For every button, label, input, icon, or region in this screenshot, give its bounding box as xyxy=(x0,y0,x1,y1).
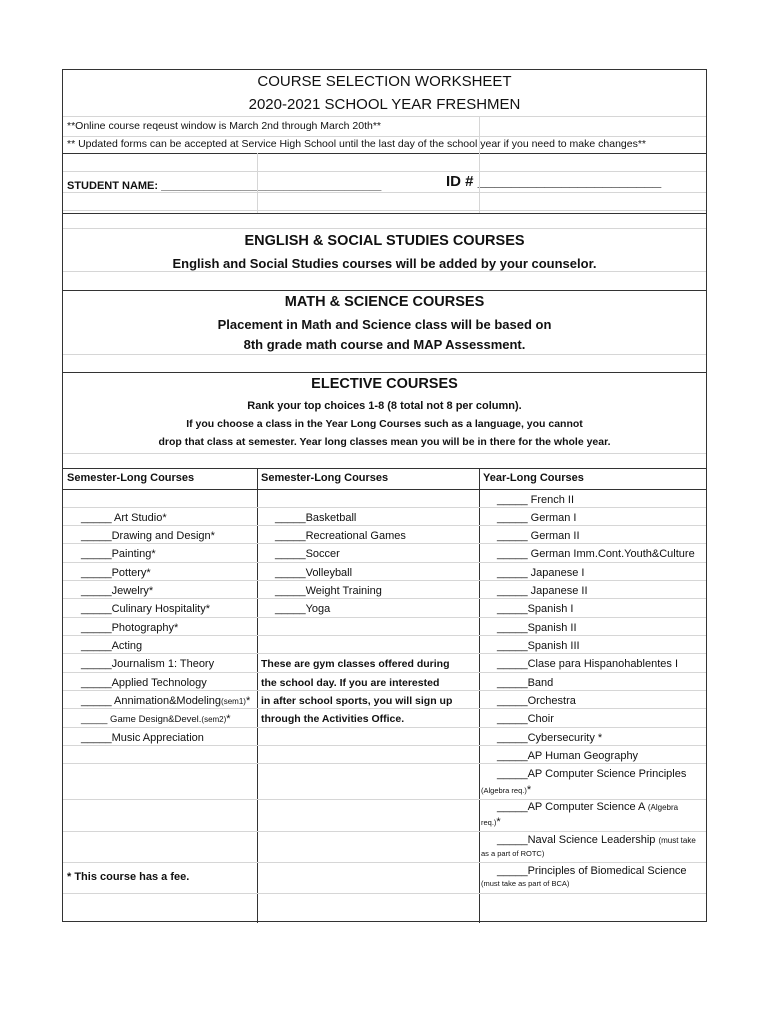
fee-note: * This course has a fee. xyxy=(67,871,190,883)
course-animation-label: _____ Annimation&Modeling xyxy=(81,695,222,707)
fee-star: * xyxy=(496,816,501,828)
course-ap-cs-a-note xyxy=(481,816,501,828)
col1-header: Semester-Long Courses xyxy=(67,472,195,484)
course-drawing-design[interactable]: _____Drawing and Design* xyxy=(81,530,215,542)
fee-star: * xyxy=(226,713,231,725)
course-german-1[interactable]: _____ German I xyxy=(497,512,577,524)
course-german-2[interactable]: _____ German II xyxy=(497,530,580,542)
gym-note-line4: through the Activities Office. xyxy=(261,713,405,725)
course-applied-tech[interactable]: _____Applied Technology xyxy=(81,677,207,689)
course-game-design[interactable] xyxy=(81,713,231,725)
algebra-req-note: (Algebra req.) xyxy=(481,786,527,795)
course-ap-cs-principles-note xyxy=(481,784,531,796)
math-text-line1: Placement in Math and Science class will be based on xyxy=(217,317,552,332)
worksheet-title: COURSE SELECTION WORKSHEET xyxy=(257,73,512,90)
course-naval-science[interactable] xyxy=(497,834,696,846)
course-acting[interactable]: _____Acting xyxy=(81,640,143,652)
course-weight-training[interactable]: _____Weight Training xyxy=(275,585,382,597)
course-band[interactable]: _____Band xyxy=(497,677,554,689)
req-note: req.) xyxy=(481,818,497,827)
note-online-window: **Online course reqeust window is March 2nd through March 20th** xyxy=(67,120,382,132)
student-id-field[interactable]: ID # ______________________ xyxy=(446,173,662,190)
course-jewelry[interactable]: _____Jewelry* xyxy=(81,585,154,597)
fee-star: * xyxy=(245,695,251,707)
rotc-note: (must take xyxy=(658,836,696,845)
algebra-req-note: (Algebra xyxy=(647,803,679,812)
course-spanish-1[interactable]: _____Spanish I xyxy=(497,603,574,615)
english-heading: ENGLISH & SOCIAL STUDIES COURSES xyxy=(244,233,525,249)
elective-line3: drop that class at semester. Year long classes mean you will be in there for the whole year. xyxy=(158,436,611,448)
course-german-imm[interactable]: _____ German Imm.Cont.Youth&Culture xyxy=(497,548,695,560)
elective-line1: Rank your top choices 1-8 (8 total not 8 per column). xyxy=(247,400,522,412)
course-ap-cs-principles[interactable]: _____AP Computer Science Principles xyxy=(497,768,687,780)
course-painting[interactable]: _____Painting* xyxy=(81,548,156,560)
course-recreational-games[interactable]: _____Recreational Games xyxy=(275,530,406,542)
course-naval-science-label: _____Naval Science Leadership xyxy=(497,834,656,846)
col2-header: Semester-Long Courses xyxy=(261,472,389,484)
course-biomedical-science[interactable]: _____Principles of Biomedical Science xyxy=(497,865,687,877)
gym-note-line1: These are gym classes offered during xyxy=(261,658,450,670)
course-orchestra[interactable]: _____Orchestra xyxy=(497,695,576,707)
course-animation[interactable] xyxy=(81,695,250,707)
fee-star: * xyxy=(526,784,532,796)
course-french-2[interactable]: _____ French II xyxy=(497,494,575,506)
student-name-field[interactable]: STUDENT NAME: ____________________________________ xyxy=(67,180,382,192)
course-basketball[interactable]: _____Basketball xyxy=(275,512,357,524)
course-animation-sem: (sem1) xyxy=(221,697,246,706)
gym-note-line2: the school day. If you are interested xyxy=(261,677,440,689)
course-choir[interactable]: _____Choir xyxy=(497,713,554,725)
bca-note: (must take as part of BCA) xyxy=(481,879,570,888)
math-heading: MATH & SCIENCE COURSES xyxy=(284,294,485,310)
english-text: English and Social Studies courses will be added by your counselor. xyxy=(172,256,597,271)
school-year-subtitle: 2020-2021 SCHOOL YEAR FRESHMEN xyxy=(248,96,521,113)
course-volleyball[interactable]: _____Volleyball xyxy=(275,567,353,579)
course-journalism[interactable]: _____Journalism 1: Theory xyxy=(81,658,215,670)
course-photography[interactable]: _____Photography* xyxy=(81,622,179,634)
elective-heading: ELECTIVE COURSES xyxy=(311,376,458,392)
course-ap-human-geography[interactable]: _____AP Human Geography xyxy=(497,750,639,762)
elective-line2: If you choose a class in the Year Long Courses such as a language, you cannot xyxy=(186,418,583,430)
course-yoga[interactable]: _____Yoga xyxy=(275,603,331,615)
course-spanish-3[interactable]: _____Spanish III xyxy=(497,640,580,652)
col3-header: Year-Long Courses xyxy=(483,472,584,484)
course-culinary[interactable]: _____Culinary Hospitality* xyxy=(81,603,211,615)
course-hispanohablantes[interactable]: _____Clase para Hispanohablentes I xyxy=(497,658,679,670)
course-ap-cs-a[interactable] xyxy=(497,801,678,813)
note-updated-forms: ** Updated forms can be accepted at Service High School until the last day of the school year if you need to make changes** xyxy=(67,138,647,150)
course-pottery[interactable]: _____Pottery* xyxy=(81,567,151,579)
course-game-design-sem: (sem2) xyxy=(201,715,227,724)
course-cybersecurity[interactable]: _____Cybersecurity * xyxy=(497,732,603,744)
course-japanese-1[interactable]: _____ Japanese I xyxy=(497,567,585,579)
rotc-note-line2: as a part of ROTC) xyxy=(481,849,545,858)
math-text-line2: 8th grade math course and MAP Assessment. xyxy=(243,337,526,352)
gym-note-line3: in after school sports, you will sign up xyxy=(261,695,453,707)
course-japanese-2[interactable]: _____ Japanese II xyxy=(497,585,588,597)
worksheet xyxy=(62,69,707,922)
course-music-appreciation[interactable]: _____Music Appreciation xyxy=(81,732,204,744)
course-spanish-2[interactable]: _____Spanish II xyxy=(497,622,577,634)
course-soccer[interactable]: _____Soccer xyxy=(275,548,340,560)
course-art-studio[interactable]: _____ Art Studio* xyxy=(81,512,167,524)
course-ap-cs-a-label: _____AP Computer Science A xyxy=(497,801,645,813)
course-game-design-label: _____ Game Design&Devel. xyxy=(81,714,202,725)
